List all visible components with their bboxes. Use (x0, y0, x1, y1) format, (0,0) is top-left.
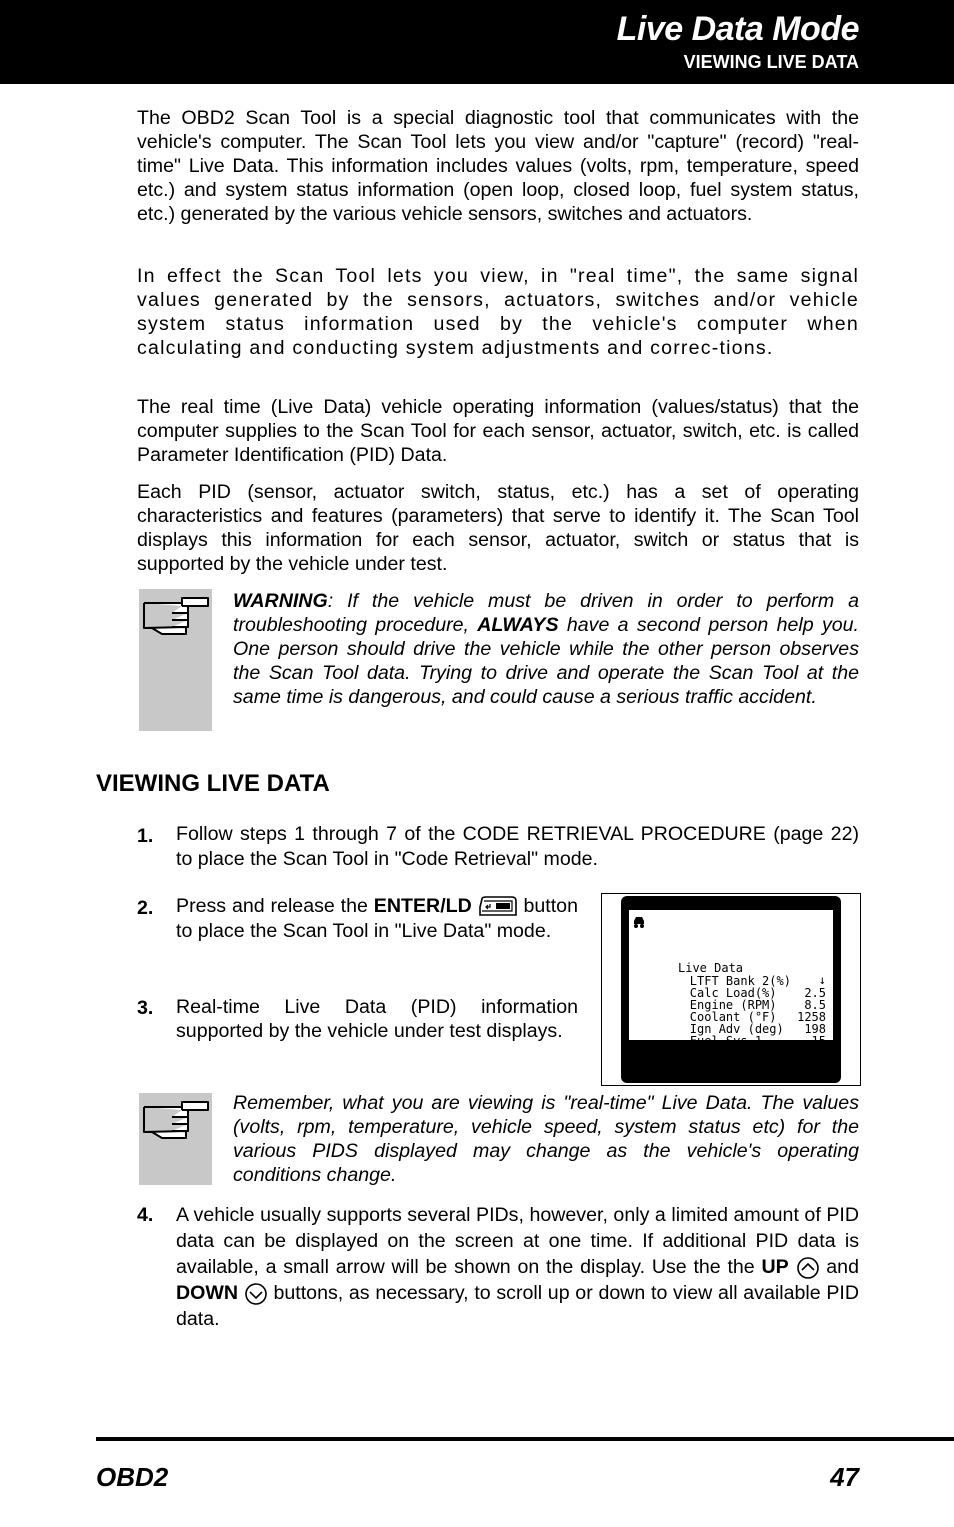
step-4-text-part-2: buttons, as necessary, to scroll up or down to view all available PID data. (176, 1282, 859, 1330)
warning-text-part-2: have a second person help you. One person should drive the vehicle while the other person observes the Scan Tool data. Trying to drive and operate the Scan Tool at the same time is dangerous, and could cause a serious traffic accident. (233, 614, 859, 708)
section-heading: VIEWING LIVE DATA (96, 770, 330, 797)
lcd-row-label: LTFT Bank 2(%) (689, 974, 791, 988)
lcd-row-label: Calc Load(%) (689, 986, 777, 1000)
intro-paragraph-2: In effect the Scan Tool lets you view, in "real time", the same signal values generated by the sensors, actuators, switches and/or vehicle system status information used by the vehicle's computer when calculating and conducting system adjustments and correc-tions. (137, 265, 859, 359)
lcd-row-value: 15 (811, 1034, 826, 1048)
warning-note-box (139, 589, 212, 731)
up-label: UP (761, 1256, 789, 1278)
lcd-row-label: Fuel Sys 1 (689, 1034, 763, 1048)
page-title: Live Data Mode (616, 10, 859, 48)
up-button-icon (796, 1256, 820, 1280)
step-4-text-mid: and (826, 1256, 859, 1278)
down-button-icon (244, 1282, 268, 1306)
step-2-text (176, 894, 578, 944)
step-4-text (176, 1202, 859, 1332)
step-1-number: 1. (137, 825, 154, 847)
scan-tool-device (621, 896, 841, 1083)
step-2-text-post: button to place the Scan Tool in "Live Data" mode. (176, 895, 578, 942)
step-2-number: 2. (137, 897, 154, 919)
lcd-row-label: Engine (RPM) (689, 998, 777, 1012)
step-3-number: 3. (137, 997, 154, 1019)
remember-note-box (139, 1093, 212, 1185)
footer-product-name: OBD2 (96, 1462, 169, 1492)
intro-paragraph-3: The real time (Live Data) vehicle operating information (values/status) that the computer supplies to the Scan Tool for each sensor, actuator, switch, etc. is called Parameter Identification (PID) Data. (137, 396, 859, 466)
step-2-text-pre: Press and release the (176, 895, 374, 917)
remember-note-text: Remember, what you are viewing is "real-time" Live Data. The values (volts, rpm, temperature, vehicle speed, system status etc) for the various PIDS displayed may change as the vehicle's operating conditions change. (233, 1092, 859, 1186)
down-label: DOWN (176, 1282, 239, 1304)
intro-paragraph-4: Each PID (sensor, actuator switch, status, etc.) has a set of operating characteristics and features (parameters) that serve to identify it. The Scan Tool displays this information for each sensor, actuator, switch or status that is supported by the vehicle under test. (137, 481, 859, 575)
lcd-row-value: 1258 (797, 1010, 826, 1024)
step-4-number: 4. (137, 1204, 154, 1226)
warning-text-part-1: : If the vehicle must be driven in order to perform a troubleshooting procedure, (233, 590, 859, 636)
page-subtitle: VIEWING LIVE DATA (683, 52, 859, 72)
scroll-down-arrow-icon: ↓ (818, 973, 826, 987)
enter-ld-label: ENTER/LD (373, 895, 472, 917)
pointing-hand-icon (142, 1099, 210, 1145)
warning-emphasis: ALWAYS (477, 614, 559, 636)
lcd-row-label: Ign Adv (deg) (689, 1022, 784, 1036)
footer-rule (96, 1437, 954, 1441)
step-3-text: Real-time Live Data (PID) information supported by the vehicle under test displays. (176, 996, 578, 1042)
scan-tool-screen-figure (601, 893, 861, 1086)
lcd-row-value: 2.5 (804, 986, 826, 1000)
enter-ld-button-icon (478, 895, 518, 919)
step-4-text-part-1: A vehicle usually supports several PIDs, however, only a limited amount of PID data can be displayed on the screen at one time. If additional PID data is available, a small arrow will be shown on the display. Use the the (176, 1204, 859, 1278)
intro-paragraph-1: The OBD2 Scan Tool is a special diagnostic tool that communicates with the vehicle's computer. The Scan Tool lets you view and/or "capture" (record) "real-time" Live Data. This information includes values (volts, rpm, temperature, speed etc.) and system status information (open loop, closed loop, fuel system status, etc.) generated by the various vehicle sensors, switches and actuators. (137, 107, 859, 225)
page-header (0, 0, 954, 84)
lcd-row-value: CL (811, 1046, 826, 1060)
step-1-text: Follow steps 1 through 7 of the CODE RETRIEVAL PROCEDURE (page 22) to place the Scan Tool in "Code Retrieval" mode. (176, 823, 859, 870)
page-number: 47 (830, 1462, 859, 1492)
lcd-row-label: Coolant (°F) (689, 1010, 777, 1024)
lcd-row-value: 8.5 (804, 998, 826, 1012)
pointing-hand-icon (142, 595, 210, 641)
vehicle-icon (632, 915, 646, 929)
warning-text (233, 589, 859, 709)
lcd-data-row (632, 1023, 830, 1071)
scan-tool-lcd (629, 910, 833, 1060)
lcd-title: Live Data (678, 961, 744, 975)
lcd-row-value: 198 (804, 1022, 826, 1036)
warning-label: WARNING (233, 590, 328, 612)
